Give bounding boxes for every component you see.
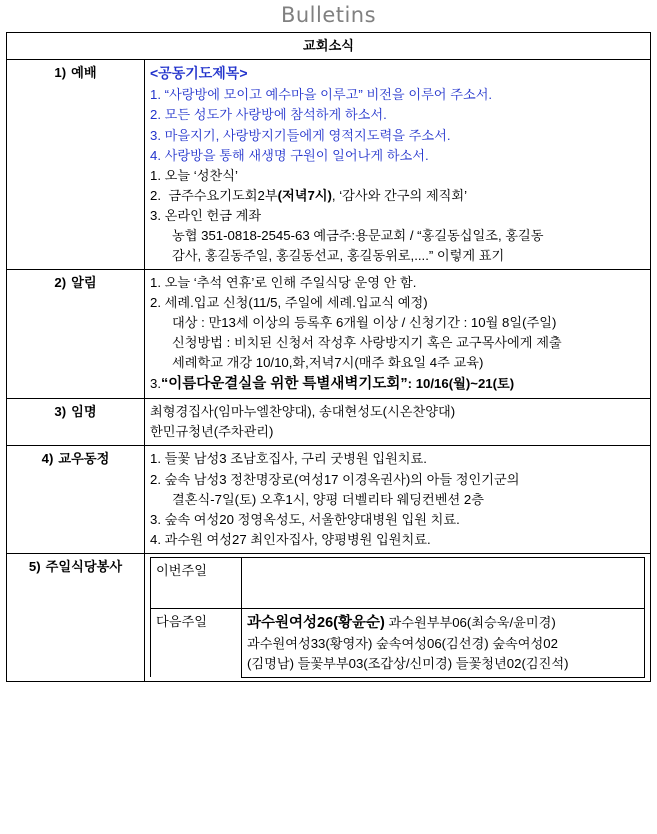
prayer-line: 4. 사랑방을 통해 새생명 구원이 일어나게 하소서. (150, 147, 429, 163)
meal-line (247, 612, 639, 634)
row-number: 1) (54, 65, 67, 81)
meal-line: (김명남) 들꽃부부03(조갑상/신미경) 들꽃청년02(김진석) (247, 655, 569, 671)
table-row (7, 60, 651, 270)
appointment-line: 한민규청년(주차관리) (150, 424, 274, 440)
meal-lead-name: 과수원여성26(황윤순) (247, 614, 385, 631)
prayer-topics-heading: <공동기도제목> (150, 65, 248, 82)
notice-subline: 세례학교 개강 10/10,화,저녁7시(매주 화요일 4주 교육) (172, 355, 484, 371)
table-row (7, 553, 651, 681)
meal-row-next-week (151, 608, 645, 677)
meal-week-content (242, 608, 645, 677)
member-news-item: 3. 숲속 여성20 정영옥성도, 서울한양대병원 입원 치료. (150, 511, 460, 527)
page-title: Bulletins (280, 3, 377, 27)
row-label-worship (7, 60, 145, 270)
notice-item: 2. 세례.입교 신청(11/5, 주일에 세례.입교식 예정) (150, 295, 428, 311)
meal-week-label: 다음주일 (151, 608, 242, 677)
row-number: 5) (28, 558, 41, 574)
notice-item-bold: (저녁7시) (277, 187, 332, 203)
appointment-line: 최형경집사(임마누엘찬양대), 송대현성도(시온찬양대) (150, 404, 456, 420)
row-label-notice (7, 269, 145, 398)
table-row-subtitle (7, 33, 651, 60)
row-label-text: 예배 (71, 65, 97, 81)
row-label-text: 임명 (71, 404, 97, 420)
meal-week-label: 이번주일 (151, 557, 242, 608)
notice-subline: 대상 : 만13세 이상의 등록후 6개월 이상 / 신청기간 : 10월 8일(주일) (172, 315, 557, 331)
row-label-meal-service (7, 553, 145, 681)
table-row (7, 399, 651, 446)
table-row (7, 269, 651, 398)
notice-subline: 신청방법 : 비치된 신청서 작성후 사랑방지기 혹은 교구목사에게 제출 (172, 335, 562, 351)
row-label-text: 교우동정 (58, 451, 110, 467)
row-label-text: 주일식당봉사 (45, 558, 123, 574)
notice-item: 3. 온라인 헌금 계좌 (150, 207, 262, 223)
row-label-member-news (7, 446, 145, 553)
bulletin-subtitle: 교회소식 (7, 33, 651, 60)
account-line: 농협 351-0818-2545-63 예금주:용문교회 / “홍길동십일조, 홍길동 (172, 227, 544, 243)
notice-item: 1. 오늘 ‘성찬식’ (150, 167, 238, 183)
prayer-line: 2. 모든 성도가 사랑방에 참석하게 하소서. (150, 107, 387, 123)
row-number: 4) (41, 451, 54, 467)
special-prayer-dates: : 10/16(월)~21(토) (407, 376, 515, 392)
member-news-item: 1. 들꽃 남성3 조남호집사, 구리 굿병원 입원치료. (150, 451, 427, 467)
row-label-text: 알림 (71, 274, 97, 290)
prayer-line: 3. 마을지기, 사랑방지기들에게 영적지도력을 주소서. (150, 127, 451, 143)
row-label-appointment (7, 399, 145, 446)
notice-item: 2. 금주수요기도회2부(저녁7시), ‘감사와 간구의 제직회’ (150, 187, 468, 203)
prayer-line: 1. “사랑방에 모이고 예수마을 이루고” 비전을 이루어 주소서. (150, 87, 493, 103)
meal-row-this-week (151, 557, 645, 608)
special-prayer-prefix: 3. (150, 376, 161, 392)
table-row (7, 446, 651, 553)
row-content-appointment (145, 399, 651, 446)
row-content-notice (145, 269, 651, 398)
meal-service-table (150, 557, 645, 678)
meal-week-content (242, 557, 645, 608)
bulletin-table (6, 32, 651, 682)
meal-lead-rest: 과수원부부06(최승욱/윤미경) (384, 614, 556, 630)
member-news-subline: 결혼식-7일(토) 오후1시, 양평 더벨리타 웨딩컨벤션 2층 (172, 491, 484, 507)
row-number: 2) (54, 274, 67, 290)
member-news-item: 2. 숲속 남성3 정찬명장로(여성17 이경옥권사)의 아들 정인기군의 (150, 471, 520, 487)
special-prayer-title: “이름다운결실을 위한 특별새벽기도회” (161, 376, 408, 393)
notice-item: 1. 오늘 ‘추석 연휴’로 인해 주일식당 운영 안 함. (150, 274, 417, 290)
row-content-worship (145, 60, 651, 270)
special-prayer-item (150, 373, 645, 395)
account-line: 감사, 홍길동주일, 홍길동선교, 홍길동위로,....” 이렇게 표기 (172, 247, 505, 263)
member-news-item: 4. 과수원 여성27 최인자집사, 양평병원 입원치료. (150, 531, 431, 547)
row-content-member-news (145, 446, 651, 553)
meal-line: 과수원여성33(황영자) 숲속여성06(김선경) 숲속여성02 (247, 635, 558, 651)
row-number: 3) (54, 404, 67, 420)
row-content-meal-service (145, 553, 651, 681)
